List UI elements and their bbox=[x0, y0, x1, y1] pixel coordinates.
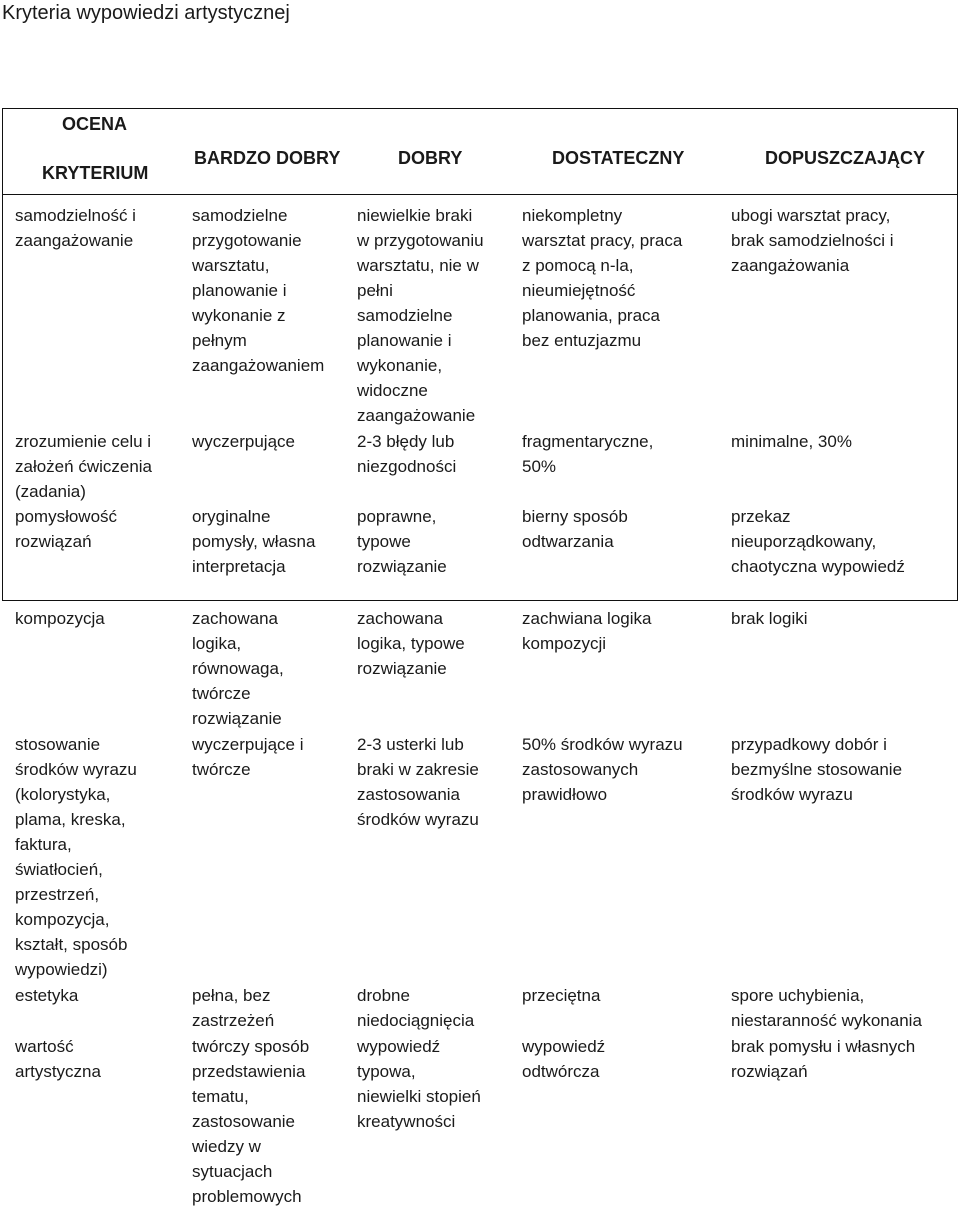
dop-estetyka: spore uchybienia, niestaranność wykonania bbox=[731, 986, 922, 1030]
criterion-zrozumienie: zrozumienie celu i założeń ćwiczenia (zadania) bbox=[15, 432, 153, 501]
criterion-estetyka: estetyka bbox=[15, 986, 79, 1005]
bd-pomyslowosc: oryginalne pomysły, własna interpretacja bbox=[192, 507, 316, 576]
bd-zrozumienie: wyczerpujące bbox=[192, 432, 295, 451]
header-kryterium: KRYTERIUM bbox=[42, 163, 149, 183]
header-dopuszczajacy: DOPUSZCZAJĄCY bbox=[765, 148, 926, 168]
criterion-kompozycja: kompozycja bbox=[15, 609, 105, 628]
criterion-pomyslowosc: pomysłowość rozwiązań bbox=[15, 507, 118, 551]
header-divider bbox=[2, 194, 958, 195]
dst-samodzielnosc: niekompletny warsztat pracy, praca z pomocą n-la, nieumiejętność planowania, praca bez entuzjazmu bbox=[522, 206, 683, 350]
dst-wartosc-artystyczna: wypowiedź odtwórcza bbox=[522, 1037, 606, 1081]
bd-wartosc-artystyczna: twórczy sposób przedstawienia tematu, zastosowanie wiedzy w sytuacjach problemowych bbox=[192, 1037, 310, 1206]
criterion-samodzielnosc: samodzielność i zaangażowanie bbox=[15, 206, 136, 250]
db-wartosc-artystyczna: wypowiedź typowa, niewielki stopień kreatywności bbox=[357, 1037, 481, 1131]
dst-srodki-wyrazu: 50% środków wyrazu zastosowanych prawidłowo bbox=[522, 735, 683, 804]
bd-estetyka: pełna, bez zastrzeżeń bbox=[192, 986, 275, 1030]
dst-pomyslowosc: bierny sposób odtwarzania bbox=[522, 507, 628, 551]
table-border-right bbox=[957, 108, 958, 600]
table-border-left bbox=[2, 108, 3, 600]
bd-samodzielnosc: samodzielne przygotowanie warsztatu, planowanie i wykonanie z pełnym zaangażowaniem bbox=[192, 206, 325, 375]
db-samodzielnosc: niewielkie braki w przygotowaniu warsztatu, nie w pełni samodzielne planowanie i wykonanie, widoczne zaangażowanie bbox=[357, 206, 484, 425]
table-border-top bbox=[2, 108, 958, 109]
dop-zrozumienie: minimalne, 30% bbox=[731, 432, 852, 451]
dop-kompozycja: brak logiki bbox=[731, 609, 808, 628]
header-dostateczny: DOSTATECZNY bbox=[552, 148, 685, 168]
section-divider bbox=[2, 600, 958, 601]
page-title: Kryteria wypowiedzi artystycznej bbox=[2, 2, 290, 24]
db-srodki-wyrazu: 2-3 usterki lub braki w zakresie zastosowania środków wyrazu bbox=[357, 735, 479, 829]
dop-pomyslowosc: przekaz nieuporządkowany, chaotyczna wypowiedź bbox=[731, 507, 905, 576]
db-pomyslowosc: poprawne, typowe rozwiązanie bbox=[357, 507, 447, 576]
db-estetyka: drobne niedociągnięcia bbox=[357, 986, 475, 1030]
dop-srodki-wyrazu: przypadkowy dobór i bezmyślne stosowanie środków wyrazu bbox=[731, 735, 903, 804]
dst-kompozycja: zachwiana logika kompozycji bbox=[522, 609, 652, 653]
db-zrozumienie: 2-3 błędy lub niezgodności bbox=[357, 432, 457, 476]
bd-kompozycja: zachowana logika, równowaga, twórcze rozwiązanie bbox=[192, 609, 284, 728]
header-dobry: DOBRY bbox=[398, 148, 463, 168]
bd-srodki-wyrazu: wyczerpujące i twórcze bbox=[192, 735, 304, 779]
criterion-wartosc-artystyczna: wartość artystyczna bbox=[15, 1037, 101, 1081]
criterion-srodki-wyrazu: stosowanie środków wyrazu (kolorystyka, plama, kreska, faktura, światłocień, przestrzeń, kompozycja, kształt, sposób wypowiedzi) bbox=[15, 735, 137, 979]
header-ocena: OCENA bbox=[62, 114, 128, 134]
dop-wartosc-artystyczna: brak pomysłu i własnych rozwiązań bbox=[731, 1037, 916, 1081]
dop-samodzielnosc: ubogi warsztat pracy, brak samodzielności i zaangażowania bbox=[731, 206, 894, 275]
db-kompozycja: zachowana logika, typowe rozwiązanie bbox=[357, 609, 465, 678]
header-bardzo-dobry: BARDZO DOBRY bbox=[194, 148, 341, 168]
dst-zrozumienie: fragmentaryczne, 50% bbox=[522, 432, 654, 476]
dst-estetyka: przeciętna bbox=[522, 986, 601, 1005]
